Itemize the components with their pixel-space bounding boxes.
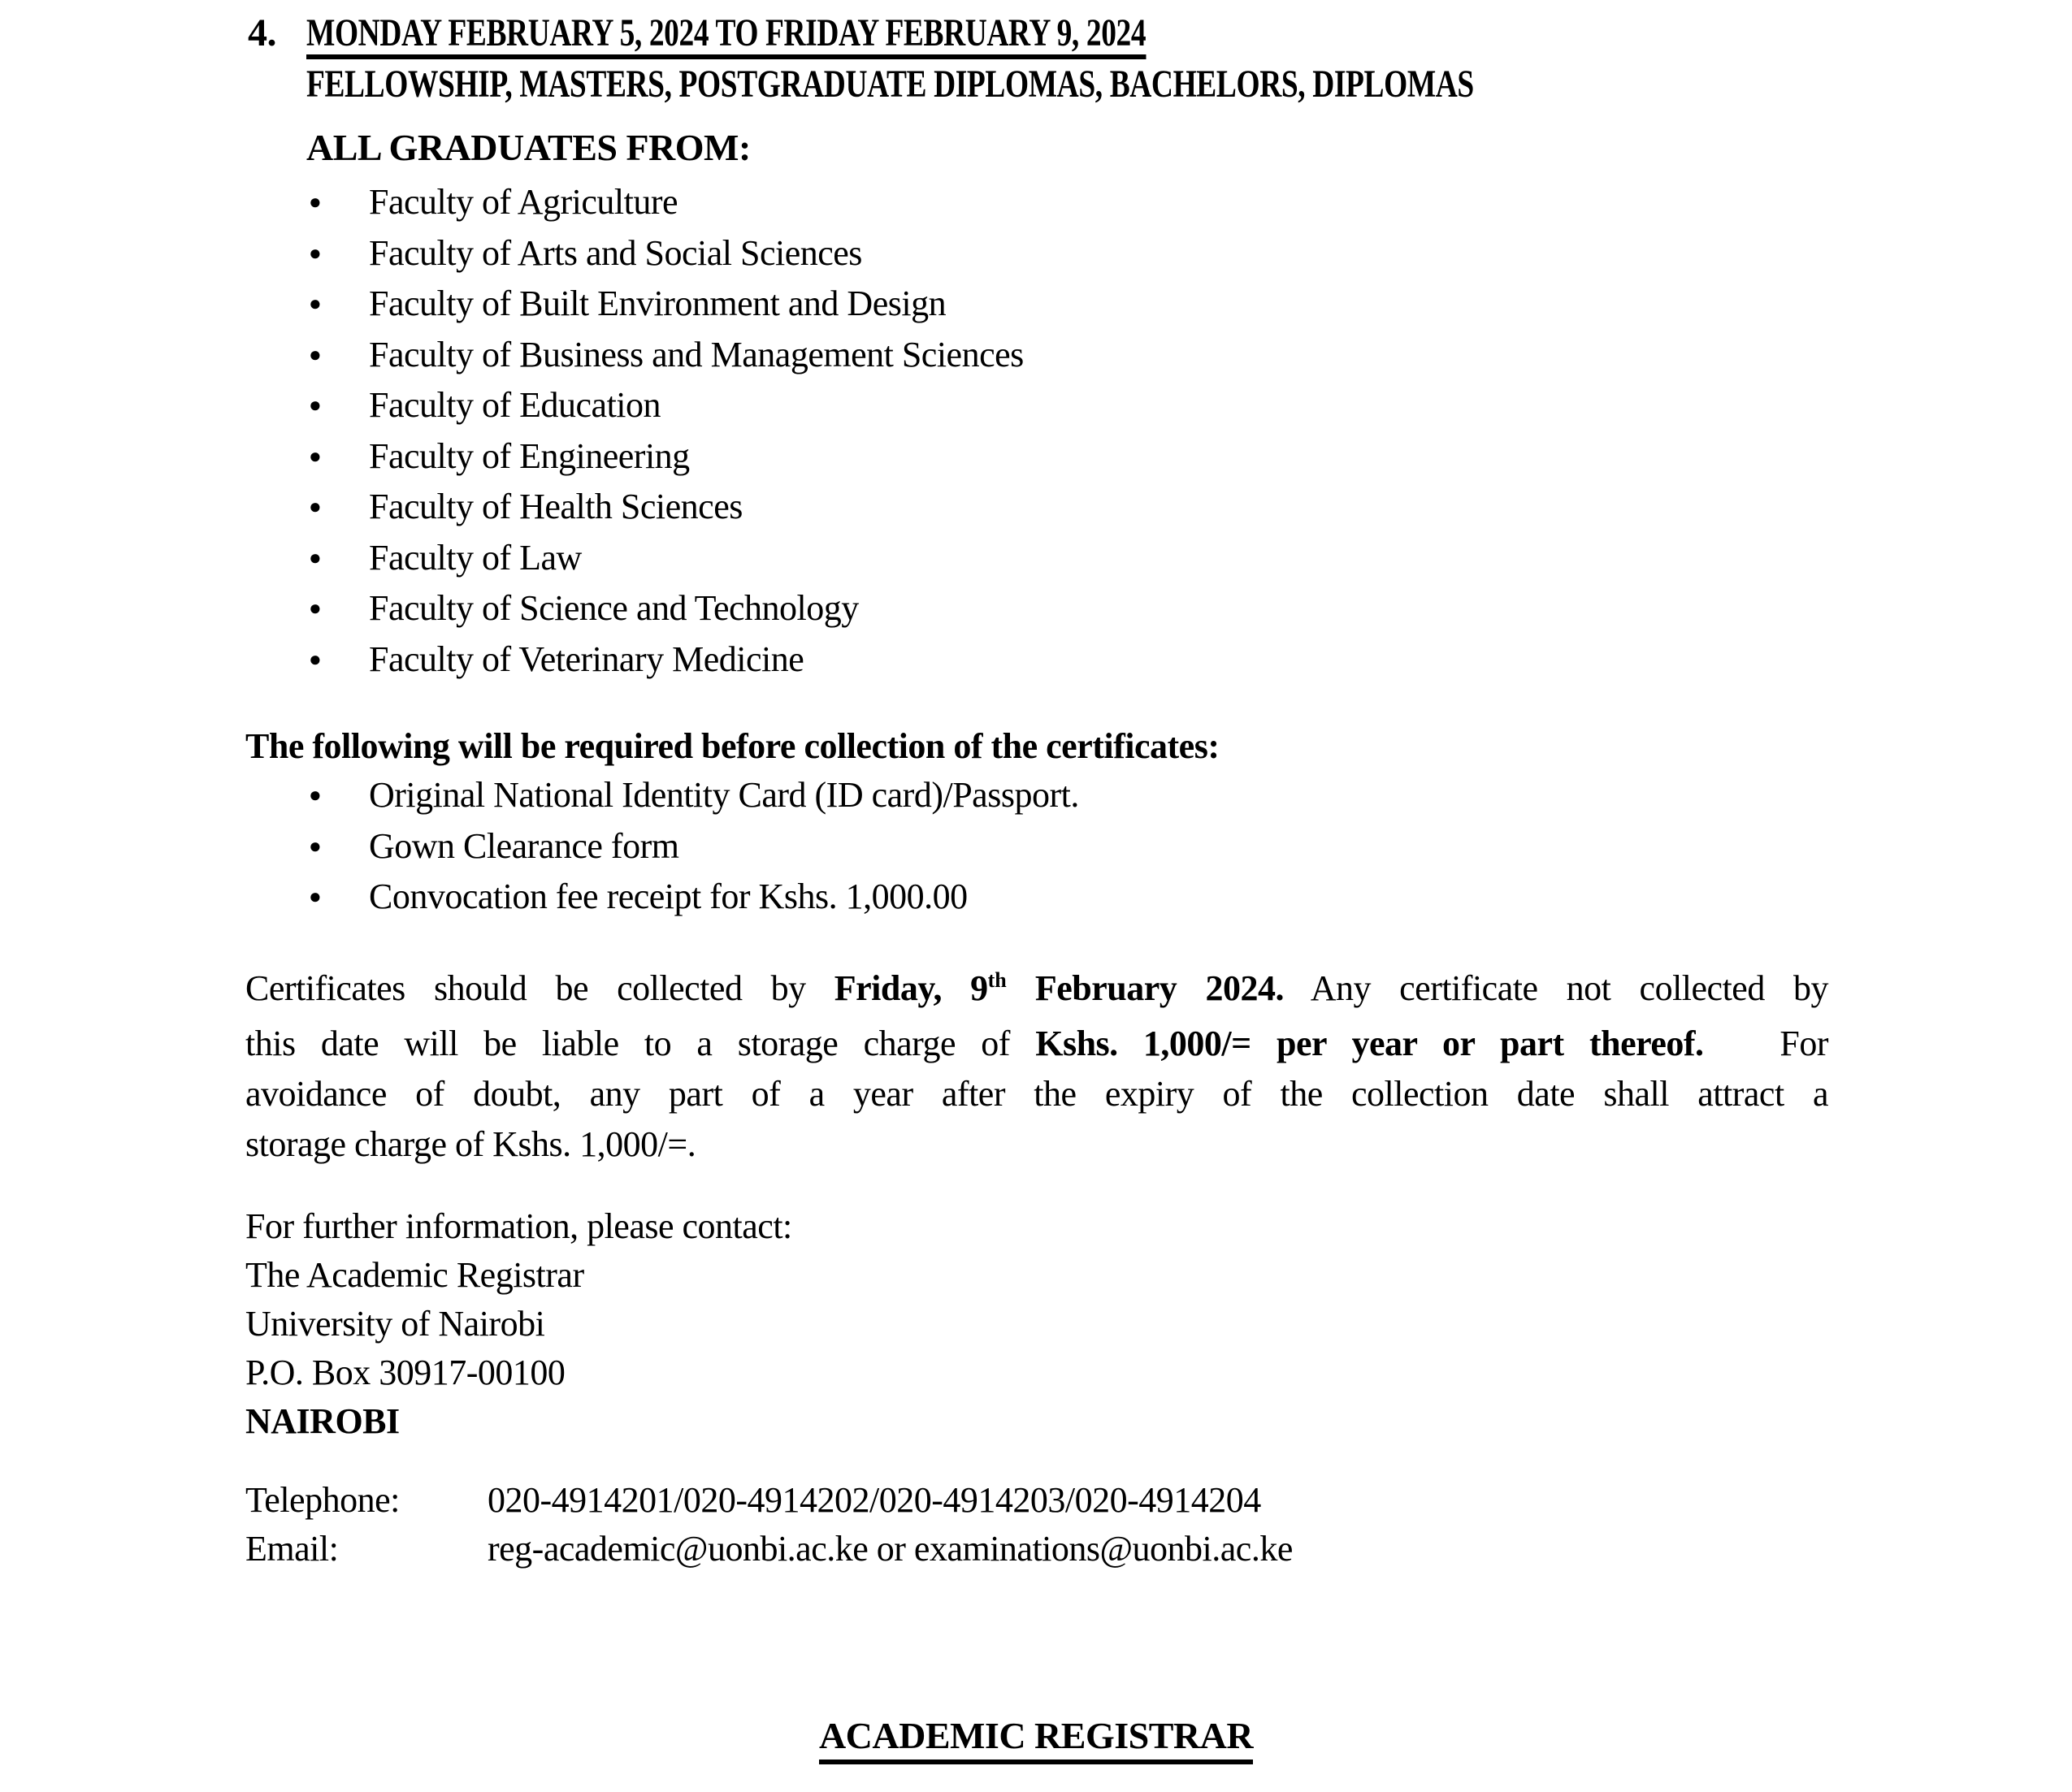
notice-line [245,963,1828,1019]
bullet-icon: ● [309,833,322,858]
requirement-text: Original National Identity Card (ID card)/Passport. [369,775,1079,815]
requirement-text: Gown Clearance form [369,825,679,866]
list-item [245,872,1079,923]
academic-registrar-signature: ACADEMIC REGISTRAR [819,1716,1253,1764]
contact-name: The Academic Registrar [245,1255,584,1295]
contact-intro: For further information, please contact: [245,1206,792,1246]
telephone-numbers: 020-4914201/020-4914202/020-4914203/020-4914204 [488,1480,1261,1520]
faculty-name: Faculty of Science and Technology [369,588,859,628]
notice-text: For [1703,1024,1829,1063]
bullet-icon: ● [309,783,322,807]
notice-line [245,1019,1828,1069]
notice-text: this date will be liable to a storage charge of [245,1024,1036,1063]
list-item [245,533,1024,584]
notice-text: February 2024. [1006,968,1284,1008]
list-item [245,770,1079,821]
list-number: 4. [248,11,276,54]
ordinal-suffix: th [987,968,1007,992]
bullet-icon: ● [309,596,322,620]
bullet-icon: ● [309,444,322,468]
faculty-name: Faculty of Law [369,537,582,578]
bullet-icon: ● [309,545,322,569]
contact-city: NAIROBI [245,1401,400,1441]
bullet-icon: ● [309,292,322,315]
email-row [245,1525,1293,1573]
bullet-icon: ● [309,885,322,908]
list-item [245,177,1024,228]
schedule-dates-line [306,8,1803,59]
notice-text: Friday, 9 [834,968,988,1008]
notice-line: avoidance of doubt, any part of a year after the expiry of the collection date shall attract a [245,1074,1828,1114]
schedule-dates-text: MONDAY FEBRUARY 5, 2024 TO FRIDAY FEBRUARY 9, 2024 [306,12,1146,59]
signature-line [0,1714,2072,1764]
storage-charge: Kshs. 1,000/= per year or part thereof. [1035,1024,1704,1063]
bullet-icon: ● [309,647,322,671]
list-item [245,431,1024,483]
list-item [245,380,1024,431]
bullet-icon: ● [309,240,322,265]
telephone-row [245,1476,1293,1525]
faculty-name: Faculty of Business and Management Sciences [369,334,1024,374]
faculty-name: Faculty of Built Environment and Design [369,284,947,323]
bullet-icon: ● [309,495,322,518]
email-label: Email: [245,1529,339,1569]
phone-email-block [245,1476,1293,1573]
list-item [245,228,1024,279]
requirements-list [245,770,1079,923]
requirements-heading: The following will be required before collection of the certificates: [245,726,1220,766]
faculty-name: Faculty of Education [369,385,661,425]
award-categories-line [306,59,1803,110]
schedule-heading [248,8,1803,110]
contact-po-box: P.O. Box 30917-00100 [245,1353,566,1392]
contact-block [245,1202,792,1446]
graduates-heading: ALL GRADUATES FROM: [306,127,751,168]
collection-notice-paragraph [245,963,1828,1170]
list-item [245,634,1024,686]
notice-line: storage charge of Kshs. 1,000/=. [245,1124,696,1164]
bullet-icon: ● [309,190,322,214]
contact-institution: University of Nairobi [245,1304,545,1344]
notice-text: Certificates should be collected by [245,968,834,1008]
list-item [245,583,1024,634]
faculty-name: Faculty of Arts and Social Sciences [369,232,862,273]
faculty-name: Faculty of Engineering [369,435,690,476]
list-item [245,821,1079,872]
list-item [245,279,1024,330]
list-item [245,330,1024,381]
bullet-icon: ● [309,342,322,366]
bullet-icon: ● [309,393,322,417]
award-categories-text: FELLOWSHIP, MASTERS, POSTGRADUATE DIPLOMAS, BACHELORS, DIPLOMAS [306,63,1474,106]
faculty-name: Faculty of Agriculture [369,182,678,222]
notice-text: Any certificate not collected by [1283,968,1828,1008]
telephone-label: Telephone: [245,1480,400,1520]
schedule-heading-lines [306,8,1803,110]
faculty-name: Faculty of Veterinary Medicine [369,638,804,679]
list-item [245,482,1024,533]
requirement-text: Convocation fee receipt for Kshs. 1,000.00 [369,877,968,916]
faculties-list [245,177,1024,685]
faculty-name: Faculty of Health Sciences [369,487,743,526]
email-addresses: reg-academic@uonbi.ac.ke or examinations@uonbi.ac.ke [488,1529,1293,1569]
deadline-date [834,968,1284,1008]
